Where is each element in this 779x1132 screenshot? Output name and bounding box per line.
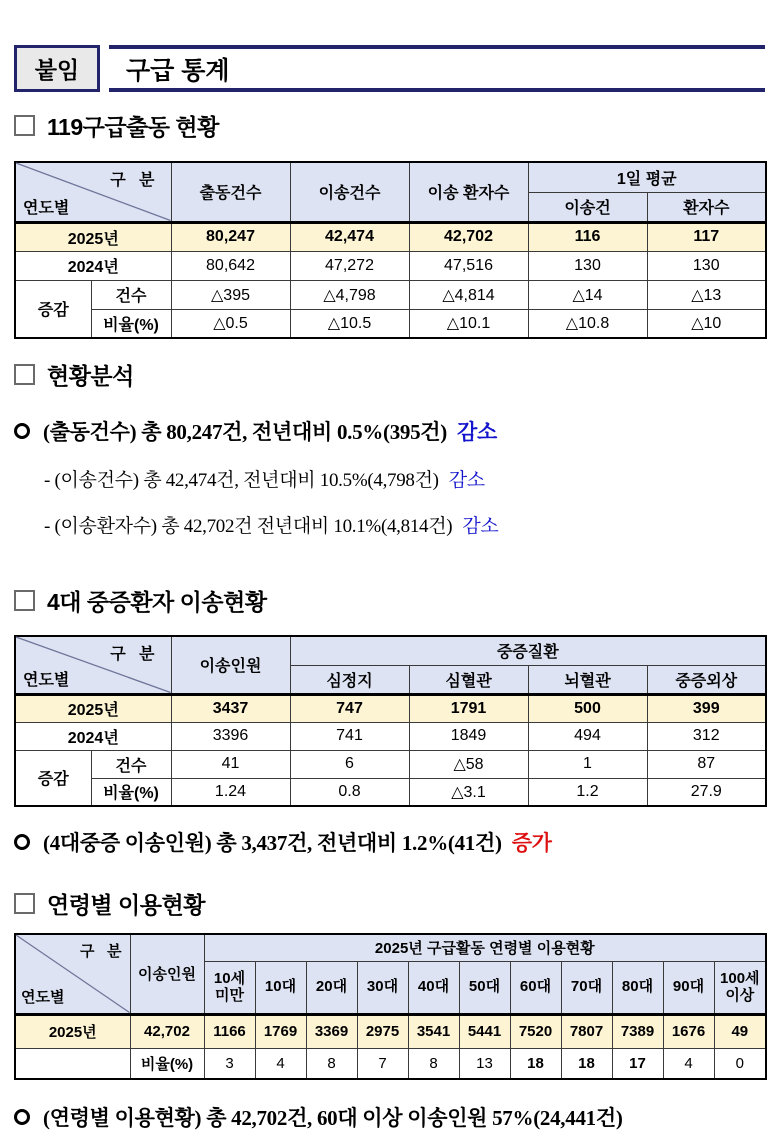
row-2024 <box>15 251 766 280</box>
age-col-header: 100세 이상 <box>714 961 766 1014</box>
empty-cell <box>15 1048 130 1079</box>
cell-value: 3541 <box>408 1014 459 1048</box>
row-label: 비율(%) <box>130 1048 204 1079</box>
cell-value: 42,702 <box>409 222 528 251</box>
col-header-dispatch: 출동건수 <box>171 162 290 222</box>
cell-value: 494 <box>528 722 647 750</box>
subcol-header-transport: 이송건 <box>528 192 647 222</box>
bullet-text: (출동건수) 총 80,247건, 전년대비 0.5%(395건) <box>43 420 447 444</box>
cell-value: △10.5 <box>290 309 409 338</box>
cell-value: △10.8 <box>528 309 647 338</box>
document-title: 구급 통계 <box>109 45 765 92</box>
cell-value: 1791 <box>409 694 528 722</box>
cell-value: 0 <box>714 1048 766 1079</box>
cell-value: 747 <box>290 694 409 722</box>
bullet-text: - (이송환자수) 총 42,702건 전년대비 10.1%(4,814건) <box>44 516 453 537</box>
cell-value: △4,814 <box>409 280 528 309</box>
row-label: 비율(%) <box>91 778 171 806</box>
cell-value: 1.2 <box>528 778 647 806</box>
cell-value: 7520 <box>510 1014 561 1048</box>
analysis-bullet-dispatch <box>14 416 765 446</box>
cell-value: 399 <box>647 694 766 722</box>
row-2025 <box>15 222 766 251</box>
square-bullet-icon <box>14 115 35 136</box>
cell-value: 2975 <box>357 1014 408 1048</box>
cell-value: 3396 <box>171 722 290 750</box>
cell-value: 3 <box>204 1048 255 1079</box>
row-label: 건수 <box>91 280 171 309</box>
cell-value: 1.24 <box>171 778 290 806</box>
cell-value: 5441 <box>459 1014 510 1048</box>
row-label: 건수 <box>91 750 171 778</box>
corner-top-label: 구 분 <box>110 646 155 663</box>
subcol-cerebrovascular: 뇌혈관 <box>528 665 647 694</box>
cell-value: 47,272 <box>290 251 409 280</box>
col-header-transport: 이송건수 <box>290 162 409 222</box>
section-heading-text: 119구급출동 현황 <box>47 114 219 140</box>
square-bullet-icon <box>14 364 35 385</box>
cell-value: △4,798 <box>290 280 409 309</box>
cell-value: 117 <box>647 222 766 251</box>
bullet-text: - (이송건수) 총 42,474건, 전년대비 10.5%(4,798건) <box>44 470 439 491</box>
corner-cell <box>15 934 130 1014</box>
decrease-label: 감소 <box>462 516 499 537</box>
cell-value: △10.1 <box>409 309 528 338</box>
row-rate <box>15 1048 766 1079</box>
cell-value: △0.5 <box>171 309 290 338</box>
corner-cell <box>15 162 171 222</box>
cell-value: 1166 <box>204 1014 255 1048</box>
cell-value: 80,642 <box>171 251 290 280</box>
age-col-header: 10세 미만 <box>204 961 255 1014</box>
row-2024 <box>15 722 766 750</box>
cell-value: 3369 <box>306 1014 357 1048</box>
cell-value: △14 <box>528 280 647 309</box>
severe-patients-table <box>14 635 767 807</box>
cell-value: 4 <box>255 1048 306 1079</box>
cell-value: △13 <box>647 280 766 309</box>
corner-bottom-label: 연도별 <box>23 199 70 217</box>
corner-top-label: 구 분 <box>80 943 122 960</box>
subcol-cardiac-arrest: 심정지 <box>290 665 409 694</box>
col-header-total: 이송인원 <box>171 636 290 694</box>
age-col-header: 90대 <box>663 961 714 1014</box>
age-col-header: 40대 <box>408 961 459 1014</box>
cell-value: 130 <box>528 251 647 280</box>
cell-value: △10 <box>647 309 766 338</box>
decrease-label: 감소 <box>448 470 485 491</box>
severe-summary-bullet <box>14 827 765 857</box>
age-col-header: 10대 <box>255 961 306 1014</box>
attachment-label: 붙임 <box>14 45 100 92</box>
cell-value: 42,474 <box>290 222 409 251</box>
row-diff-rate <box>15 778 766 806</box>
col-header-total: 이송인원 <box>130 934 204 1014</box>
row-label: 비율(%) <box>91 309 171 338</box>
cell-value: 1 <box>528 750 647 778</box>
bullet-text: (연령별 이용현황) 총 42,702건, 60대 이상 이송인원 57%(24,441건) <box>43 1106 623 1130</box>
row-label: 2024년 <box>15 722 171 750</box>
row-2025 <box>15 1014 766 1048</box>
diff-group-label: 증감 <box>15 280 91 338</box>
row-label: 2025년 <box>15 1014 130 1048</box>
analysis-bullet-patients <box>44 511 765 538</box>
circle-bullet-icon <box>14 834 30 850</box>
subcol-cardiovascular: 심혈관 <box>409 665 528 694</box>
cell-value: 741 <box>290 722 409 750</box>
bullet-text: (4대중증 이송인원) 총 3,437건, 전년대비 1.2%(41건) <box>43 831 502 855</box>
cell-value: 0.8 <box>290 778 409 806</box>
cell-value: 8 <box>408 1048 459 1079</box>
cell-value: 41 <box>171 750 290 778</box>
document-header <box>14 45 765 92</box>
row-diff-count <box>15 750 766 778</box>
cell-value: 47,516 <box>409 251 528 280</box>
circle-bullet-icon <box>14 1109 30 1125</box>
row-diff-rate <box>15 309 766 338</box>
cell-value: 18 <box>510 1048 561 1079</box>
age-col-header: 70대 <box>561 961 612 1014</box>
cell-value: 7389 <box>612 1014 663 1048</box>
row-label: 2025년 <box>15 694 171 722</box>
age-col-header: 80대 <box>612 961 663 1014</box>
col-group-disease: 중증질환 <box>290 636 766 665</box>
diff-group-label: 증감 <box>15 750 91 806</box>
corner-bottom-label: 연도별 <box>21 988 65 1006</box>
age-usage-table <box>14 933 767 1080</box>
cell-value: 17 <box>612 1048 663 1079</box>
cell-value: 7807 <box>561 1014 612 1048</box>
dispatch-stats-table <box>14 161 767 339</box>
age-col-header: 20대 <box>306 961 357 1014</box>
cell-value: 49 <box>714 1014 766 1048</box>
section-heading-text: 연령별 이용현황 <box>47 892 205 918</box>
cell-value: △395 <box>171 280 290 309</box>
circle-bullet-icon <box>14 423 30 439</box>
section-heading-severe <box>14 584 765 617</box>
age-summary-bullet <box>14 1102 765 1132</box>
col-header-patients: 이송 환자수 <box>409 162 528 222</box>
cell-value: △58 <box>409 750 528 778</box>
subcol-header-patients: 환자수 <box>647 192 766 222</box>
cell-value: 1849 <box>409 722 528 750</box>
cell-value: 1769 <box>255 1014 306 1048</box>
age-col-header: 50대 <box>459 961 510 1014</box>
age-col-header: 60대 <box>510 961 561 1014</box>
row-2025 <box>15 694 766 722</box>
cell-value: 13 <box>459 1048 510 1079</box>
cell-total: 42,702 <box>130 1014 204 1048</box>
cell-value: 80,247 <box>171 222 290 251</box>
decrease-label: 감소 <box>456 420 497 444</box>
age-col-header: 30대 <box>357 961 408 1014</box>
cell-value: 3437 <box>171 694 290 722</box>
section-heading-text: 현황분석 <box>47 363 134 389</box>
row-diff-count <box>15 280 766 309</box>
section-heading-dispatch <box>14 109 765 142</box>
cell-value: 1676 <box>663 1014 714 1048</box>
corner-bottom-label: 연도별 <box>23 671 70 689</box>
cell-value: 130 <box>647 251 766 280</box>
cell-value: 6 <box>290 750 409 778</box>
col-group-daily-avg: 1일 평균 <box>528 162 766 192</box>
cell-value: 87 <box>647 750 766 778</box>
subcol-severe-trauma: 중증외상 <box>647 665 766 694</box>
cell-value: 4 <box>663 1048 714 1079</box>
cell-value: 500 <box>528 694 647 722</box>
analysis-bullet-transport <box>44 465 765 492</box>
section-heading-age <box>14 887 765 920</box>
cell-value: 116 <box>528 222 647 251</box>
section-heading-text: 4대 중증환자 이송현황 <box>47 589 267 615</box>
cell-value: 312 <box>647 722 766 750</box>
section-heading-analysis <box>14 358 765 391</box>
cell-value: △3.1 <box>409 778 528 806</box>
square-bullet-icon <box>14 893 35 914</box>
increase-label: 증가 <box>511 831 552 855</box>
row-label: 2025년 <box>15 222 171 251</box>
col-group-age-title: 2025년 구급활동 연령별 이용현황 <box>204 934 766 961</box>
cell-value: 7 <box>357 1048 408 1079</box>
square-bullet-icon <box>14 590 35 611</box>
cell-value: 27.9 <box>647 778 766 806</box>
corner-top-label: 구 분 <box>110 172 155 189</box>
cell-value: 18 <box>561 1048 612 1079</box>
corner-cell <box>15 636 171 694</box>
cell-value: 8 <box>306 1048 357 1079</box>
row-label: 2024년 <box>15 251 171 280</box>
